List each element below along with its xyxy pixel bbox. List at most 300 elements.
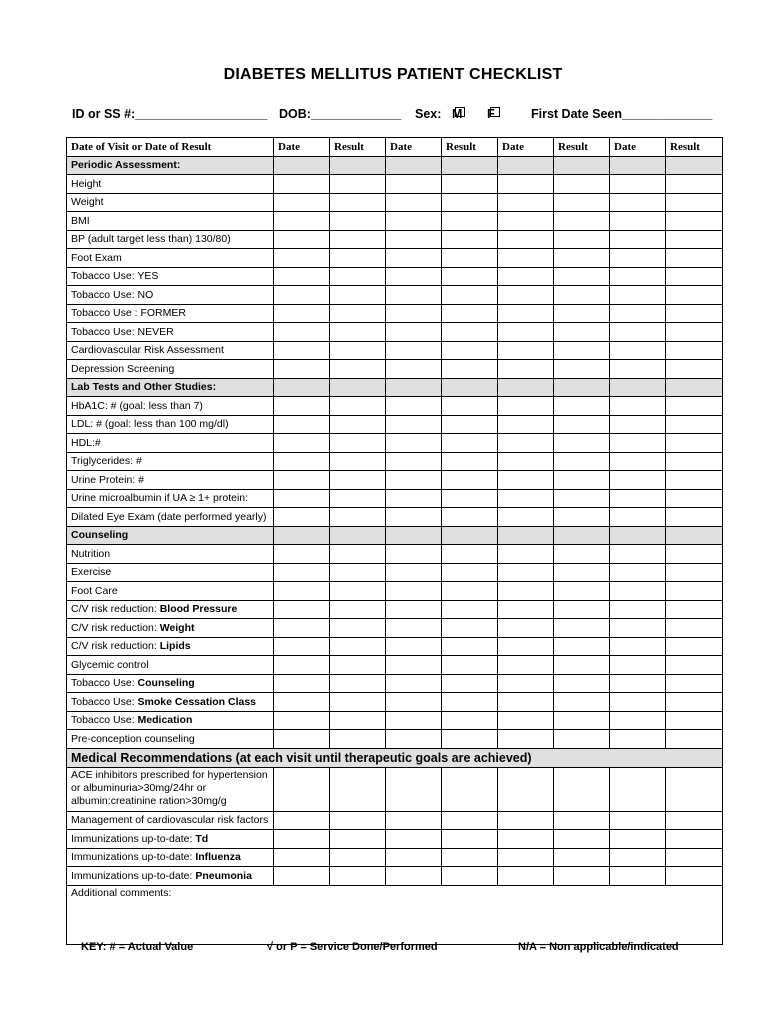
entry-cell[interactable] [274,341,330,360]
entry-cell[interactable] [274,619,330,638]
entry-cell[interactable] [498,452,554,471]
entry-cell[interactable] [554,304,610,323]
entry-cell[interactable] [610,848,666,867]
entry-cell[interactable] [498,711,554,730]
entry-cell[interactable] [330,867,386,886]
entry-cell[interactable] [274,545,330,564]
entry-cell[interactable] [610,452,666,471]
entry-cell[interactable] [442,323,498,342]
entry-cell[interactable] [554,656,610,675]
entry-cell[interactable] [666,304,723,323]
entry-cell[interactable] [386,286,442,305]
entry-cell[interactable] [610,600,666,619]
entry-cell[interactable] [498,304,554,323]
entry-cell[interactable] [498,489,554,508]
entry-cell[interactable] [610,693,666,712]
entry-cell[interactable] [274,811,330,830]
entry-cell[interactable] [274,674,330,693]
entry-cell[interactable] [330,563,386,582]
entry-cell[interactable] [386,711,442,730]
entry-cell[interactable] [666,637,723,656]
section-cell [330,526,386,545]
entry-cell[interactable] [610,830,666,849]
entry-cell[interactable] [386,212,442,231]
entry-cell[interactable] [274,730,330,749]
entry-cell[interactable] [554,434,610,453]
entry-cell[interactable] [386,545,442,564]
entry-cell[interactable] [610,582,666,601]
entry-cell[interactable] [274,767,330,811]
entry-cell[interactable] [610,230,666,249]
entry-cell[interactable] [330,360,386,379]
entry-cell[interactable] [386,830,442,849]
entry-cell[interactable] [274,193,330,212]
entry-cell[interactable] [498,767,554,811]
entry-cell[interactable] [330,619,386,638]
entry-cell[interactable] [386,730,442,749]
row-label [67,415,274,434]
entry-cell[interactable] [554,600,610,619]
entry-cell[interactable] [666,230,723,249]
entry-cell[interactable] [330,341,386,360]
entry-cell[interactable] [386,489,442,508]
entry-cell[interactable] [386,267,442,286]
entry-cell[interactable] [666,545,723,564]
entry-cell[interactable] [554,582,610,601]
entry-cell[interactable] [610,323,666,342]
entry-cell[interactable] [610,175,666,194]
entry-cell[interactable] [442,848,498,867]
entry-cell[interactable] [274,471,330,490]
entry-cell[interactable] [274,304,330,323]
row-label-text: Urine microalbumin if UA ≥ 1+ protein: [71,492,249,505]
entry-cell[interactable] [274,830,330,849]
entry-cell[interactable] [666,175,723,194]
entry-cell[interactable] [274,230,330,249]
entry-cell[interactable] [330,711,386,730]
entry-cell[interactable] [386,674,442,693]
entry-cell[interactable] [442,249,498,268]
entry-cell[interactable] [330,600,386,619]
entry-cell[interactable] [554,471,610,490]
checklist-row [67,341,723,360]
entry-cell[interactable] [330,582,386,601]
entry-cell[interactable] [386,304,442,323]
entry-cell[interactable] [274,397,330,416]
dob-field-label[interactable]: DOB:_____________ [279,107,402,121]
entry-cell[interactable] [554,323,610,342]
entry-cell[interactable] [386,656,442,675]
entry-cell[interactable] [554,830,610,849]
entry-cell[interactable] [330,489,386,508]
entry-cell[interactable] [330,452,386,471]
entry-cell[interactable] [554,397,610,416]
entry-cell[interactable] [554,563,610,582]
entry-cell[interactable] [330,693,386,712]
entry-cell[interactable] [442,637,498,656]
entry-cell[interactable] [274,600,330,619]
checklist-row [67,767,723,811]
entry-cell[interactable] [442,415,498,434]
entry-cell[interactable] [610,267,666,286]
entry-cell[interactable] [498,286,554,305]
entry-cell[interactable] [442,434,498,453]
entry-cell[interactable] [498,323,554,342]
entry-cell[interactable] [498,212,554,231]
entry-cell[interactable] [442,693,498,712]
entry-cell[interactable] [554,730,610,749]
entry-cell[interactable] [274,508,330,527]
entry-cell[interactable] [666,693,723,712]
entry-cell[interactable] [610,711,666,730]
checklist-row [67,212,723,231]
entry-cell[interactable] [386,767,442,811]
entry-cell[interactable] [610,867,666,886]
entry-cell[interactable] [330,212,386,231]
entry-cell[interactable] [330,323,386,342]
entry-cell[interactable] [610,434,666,453]
entry-cell[interactable] [442,656,498,675]
entry-cell[interactable] [498,341,554,360]
entry-cell[interactable] [274,489,330,508]
entry-cell[interactable] [274,563,330,582]
entry-cell[interactable] [274,249,330,268]
female-checkbox[interactable] [490,107,500,117]
entry-cell[interactable] [274,323,330,342]
first-date-seen-label[interactable]: First Date Seen_____________ [531,107,713,121]
entry-cell[interactable] [442,193,498,212]
entry-cell[interactable] [442,175,498,194]
entry-cell[interactable] [498,397,554,416]
header-row [67,138,723,157]
entry-cell[interactable] [442,674,498,693]
entry-cell[interactable] [610,212,666,231]
entry-cell[interactable] [610,304,666,323]
entry-cell[interactable] [498,434,554,453]
entry-cell[interactable] [442,767,498,811]
entry-cell[interactable] [554,193,610,212]
entry-cell[interactable] [442,711,498,730]
entry-cell[interactable] [610,489,666,508]
entry-cell[interactable] [442,360,498,379]
entry-cell[interactable] [442,600,498,619]
entry-cell[interactable] [386,471,442,490]
entry-cell[interactable] [610,471,666,490]
entry-cell[interactable] [330,674,386,693]
entry-cell[interactable] [330,304,386,323]
entry-cell[interactable] [498,563,554,582]
male-checkbox[interactable] [455,107,465,117]
entry-cell[interactable] [498,811,554,830]
entry-cell[interactable] [666,286,723,305]
entry-cell[interactable] [386,175,442,194]
entry-cell[interactable] [330,397,386,416]
entry-cell[interactable] [498,230,554,249]
entry-cell[interactable] [330,656,386,675]
entry-cell[interactable] [610,397,666,416]
entry-cell[interactable] [498,848,554,867]
row-label [67,582,274,601]
entry-cell[interactable] [666,434,723,453]
entry-cell[interactable] [386,600,442,619]
entry-cell[interactable] [554,267,610,286]
entry-cell[interactable] [274,286,330,305]
entry-cell[interactable] [666,415,723,434]
entry-cell[interactable] [442,508,498,527]
entry-cell[interactable] [442,397,498,416]
entry-cell[interactable] [554,693,610,712]
entry-cell[interactable] [442,582,498,601]
checklist-row [67,304,723,323]
entry-cell[interactable] [330,193,386,212]
entry-cell[interactable] [386,867,442,886]
entry-cell[interactable] [386,619,442,638]
entry-cell[interactable] [386,249,442,268]
entry-cell[interactable] [498,267,554,286]
entry-cell[interactable] [386,811,442,830]
entry-cell[interactable] [666,730,723,749]
entry-cell[interactable] [442,304,498,323]
entry-cell[interactable] [442,452,498,471]
entry-cell[interactable] [330,767,386,811]
entry-cell[interactable] [498,508,554,527]
entry-cell[interactable] [442,489,498,508]
entry-cell[interactable] [498,360,554,379]
entry-cell[interactable] [666,193,723,212]
entry-cell[interactable] [498,674,554,693]
entry-cell[interactable] [554,811,610,830]
entry-cell[interactable] [554,848,610,867]
entry-cell[interactable] [498,249,554,268]
row-label [67,193,274,212]
entry-cell[interactable] [610,619,666,638]
entry-cell[interactable] [666,489,723,508]
entry-cell[interactable] [330,415,386,434]
entry-cell[interactable] [330,249,386,268]
entry-cell[interactable] [666,811,723,830]
entry-cell[interactable] [666,656,723,675]
row-label-text: Immunizations up-to-date: [71,832,196,845]
entry-cell[interactable] [386,508,442,527]
entry-cell[interactable] [330,286,386,305]
entry-cell[interactable] [274,175,330,194]
entry-cell[interactable] [666,249,723,268]
header-column: Date [386,138,442,157]
entry-cell[interactable] [274,212,330,231]
entry-cell[interactable] [610,415,666,434]
entry-cell[interactable] [666,767,723,811]
entry-cell[interactable] [442,619,498,638]
entry-cell[interactable] [498,730,554,749]
entry-cell[interactable] [274,267,330,286]
entry-cell[interactable] [498,582,554,601]
entry-cell[interactable] [442,267,498,286]
entry-cell[interactable] [610,249,666,268]
entry-cell[interactable] [554,637,610,656]
entry-cell[interactable] [442,730,498,749]
entry-cell[interactable] [274,867,330,886]
entry-cell[interactable] [498,175,554,194]
entry-cell[interactable] [442,830,498,849]
entry-cell[interactable] [498,600,554,619]
entry-cell[interactable] [666,360,723,379]
entry-cell[interactable] [554,452,610,471]
entry-cell[interactable] [554,674,610,693]
entry-cell[interactable] [554,341,610,360]
entry-cell[interactable] [666,563,723,582]
entry-cell[interactable] [498,619,554,638]
entry-cell[interactable] [386,434,442,453]
entry-cell[interactable] [498,867,554,886]
entry-cell[interactable] [274,582,330,601]
entry-cell[interactable] [554,249,610,268]
entry-cell[interactable] [330,830,386,849]
entry-cell[interactable] [274,693,330,712]
entry-cell[interactable] [386,341,442,360]
entry-cell[interactable] [554,767,610,811]
entry-cell[interactable] [610,563,666,582]
entry-cell[interactable] [330,471,386,490]
entry-cell[interactable] [498,637,554,656]
entry-cell[interactable] [386,563,442,582]
entry-cell[interactable] [442,212,498,231]
entry-cell[interactable] [554,212,610,231]
entry-cell[interactable] [386,397,442,416]
entry-cell[interactable] [274,656,330,675]
entry-cell[interactable] [554,508,610,527]
entry-cell[interactable] [610,545,666,564]
entry-cell[interactable] [610,674,666,693]
entry-cell[interactable] [330,267,386,286]
row-label-text: Management of cardiovascular risk factors [71,814,269,827]
entry-cell[interactable] [554,230,610,249]
entry-cell[interactable] [442,471,498,490]
entry-cell[interactable] [386,415,442,434]
entry-cell[interactable] [498,415,554,434]
entry-cell[interactable] [666,674,723,693]
entry-cell[interactable] [274,637,330,656]
entry-cell[interactable] [666,848,723,867]
entry-cell[interactable] [330,230,386,249]
entry-cell[interactable] [386,360,442,379]
entry-cell[interactable] [666,452,723,471]
entry-cell[interactable] [554,867,610,886]
row-label-text: Immunizations up-to-date: [71,851,196,864]
entry-cell[interactable] [274,711,330,730]
entry-cell[interactable] [442,341,498,360]
entry-cell[interactable] [442,230,498,249]
entry-cell[interactable] [274,415,330,434]
entry-cell[interactable] [610,341,666,360]
entry-cell[interactable] [274,452,330,471]
entry-cell[interactable] [554,545,610,564]
entry-cell[interactable] [330,508,386,527]
entry-cell[interactable] [554,286,610,305]
entry-cell[interactable] [666,323,723,342]
row-label [67,434,274,453]
entry-cell[interactable] [498,693,554,712]
entry-cell[interactable] [610,767,666,811]
checklist-row [67,286,723,305]
entry-cell[interactable] [554,360,610,379]
entry-cell[interactable] [274,434,330,453]
entry-cell[interactable] [498,193,554,212]
entry-cell[interactable] [498,830,554,849]
entry-cell[interactable] [442,811,498,830]
section-cell [274,156,330,175]
checklist-row [67,848,723,867]
entry-cell[interactable] [554,711,610,730]
entry-cell[interactable] [442,545,498,564]
entry-cell[interactable] [330,730,386,749]
entry-cell[interactable] [386,693,442,712]
entry-cell[interactable] [330,175,386,194]
entry-cell[interactable] [666,619,723,638]
entry-cell[interactable] [666,582,723,601]
entry-cell[interactable] [442,286,498,305]
entry-cell[interactable] [666,508,723,527]
entry-cell[interactable] [554,175,610,194]
id-field-label[interactable]: ID or SS #:___________________ [72,107,268,121]
row-label-text: C/V risk reduction: [71,640,160,653]
entry-cell[interactable] [386,193,442,212]
entry-cell[interactable] [554,489,610,508]
entry-cell[interactable] [330,811,386,830]
entry-cell[interactable] [610,811,666,830]
entry-cell[interactable] [610,193,666,212]
header-column: Result [330,138,386,157]
entry-cell[interactable] [330,545,386,564]
entry-cell[interactable] [330,434,386,453]
entry-cell[interactable] [666,471,723,490]
checklist-row [67,175,723,194]
entry-cell[interactable] [610,286,666,305]
entry-cell[interactable] [666,711,723,730]
entry-cell[interactable] [666,267,723,286]
entry-cell[interactable] [610,360,666,379]
entry-cell[interactable] [274,848,330,867]
entry-cell[interactable] [274,360,330,379]
entry-cell[interactable] [610,656,666,675]
entry-cell[interactable] [610,637,666,656]
entry-cell[interactable] [386,637,442,656]
entry-cell[interactable] [386,323,442,342]
additional-comments-field[interactable]: Additional comments: [67,885,723,944]
entry-cell[interactable] [386,848,442,867]
entry-cell[interactable] [386,582,442,601]
entry-cell[interactable] [666,830,723,849]
entry-cell[interactable] [498,545,554,564]
entry-cell[interactable] [554,619,610,638]
entry-cell[interactable] [666,212,723,231]
entry-cell[interactable] [442,563,498,582]
entry-cell[interactable] [554,415,610,434]
entry-cell[interactable] [330,637,386,656]
entry-cell[interactable] [498,656,554,675]
entry-cell[interactable] [442,867,498,886]
entry-cell[interactable] [666,341,723,360]
entry-cell[interactable] [610,730,666,749]
entry-cell[interactable] [610,508,666,527]
entry-cell[interactable] [666,397,723,416]
entry-cell[interactable] [330,848,386,867]
entry-cell[interactable] [666,600,723,619]
entry-cell[interactable] [386,452,442,471]
entry-cell[interactable] [386,230,442,249]
row-label-text: Glycemic control [71,658,149,671]
entry-cell[interactable] [666,867,723,886]
entry-cell[interactable] [498,471,554,490]
